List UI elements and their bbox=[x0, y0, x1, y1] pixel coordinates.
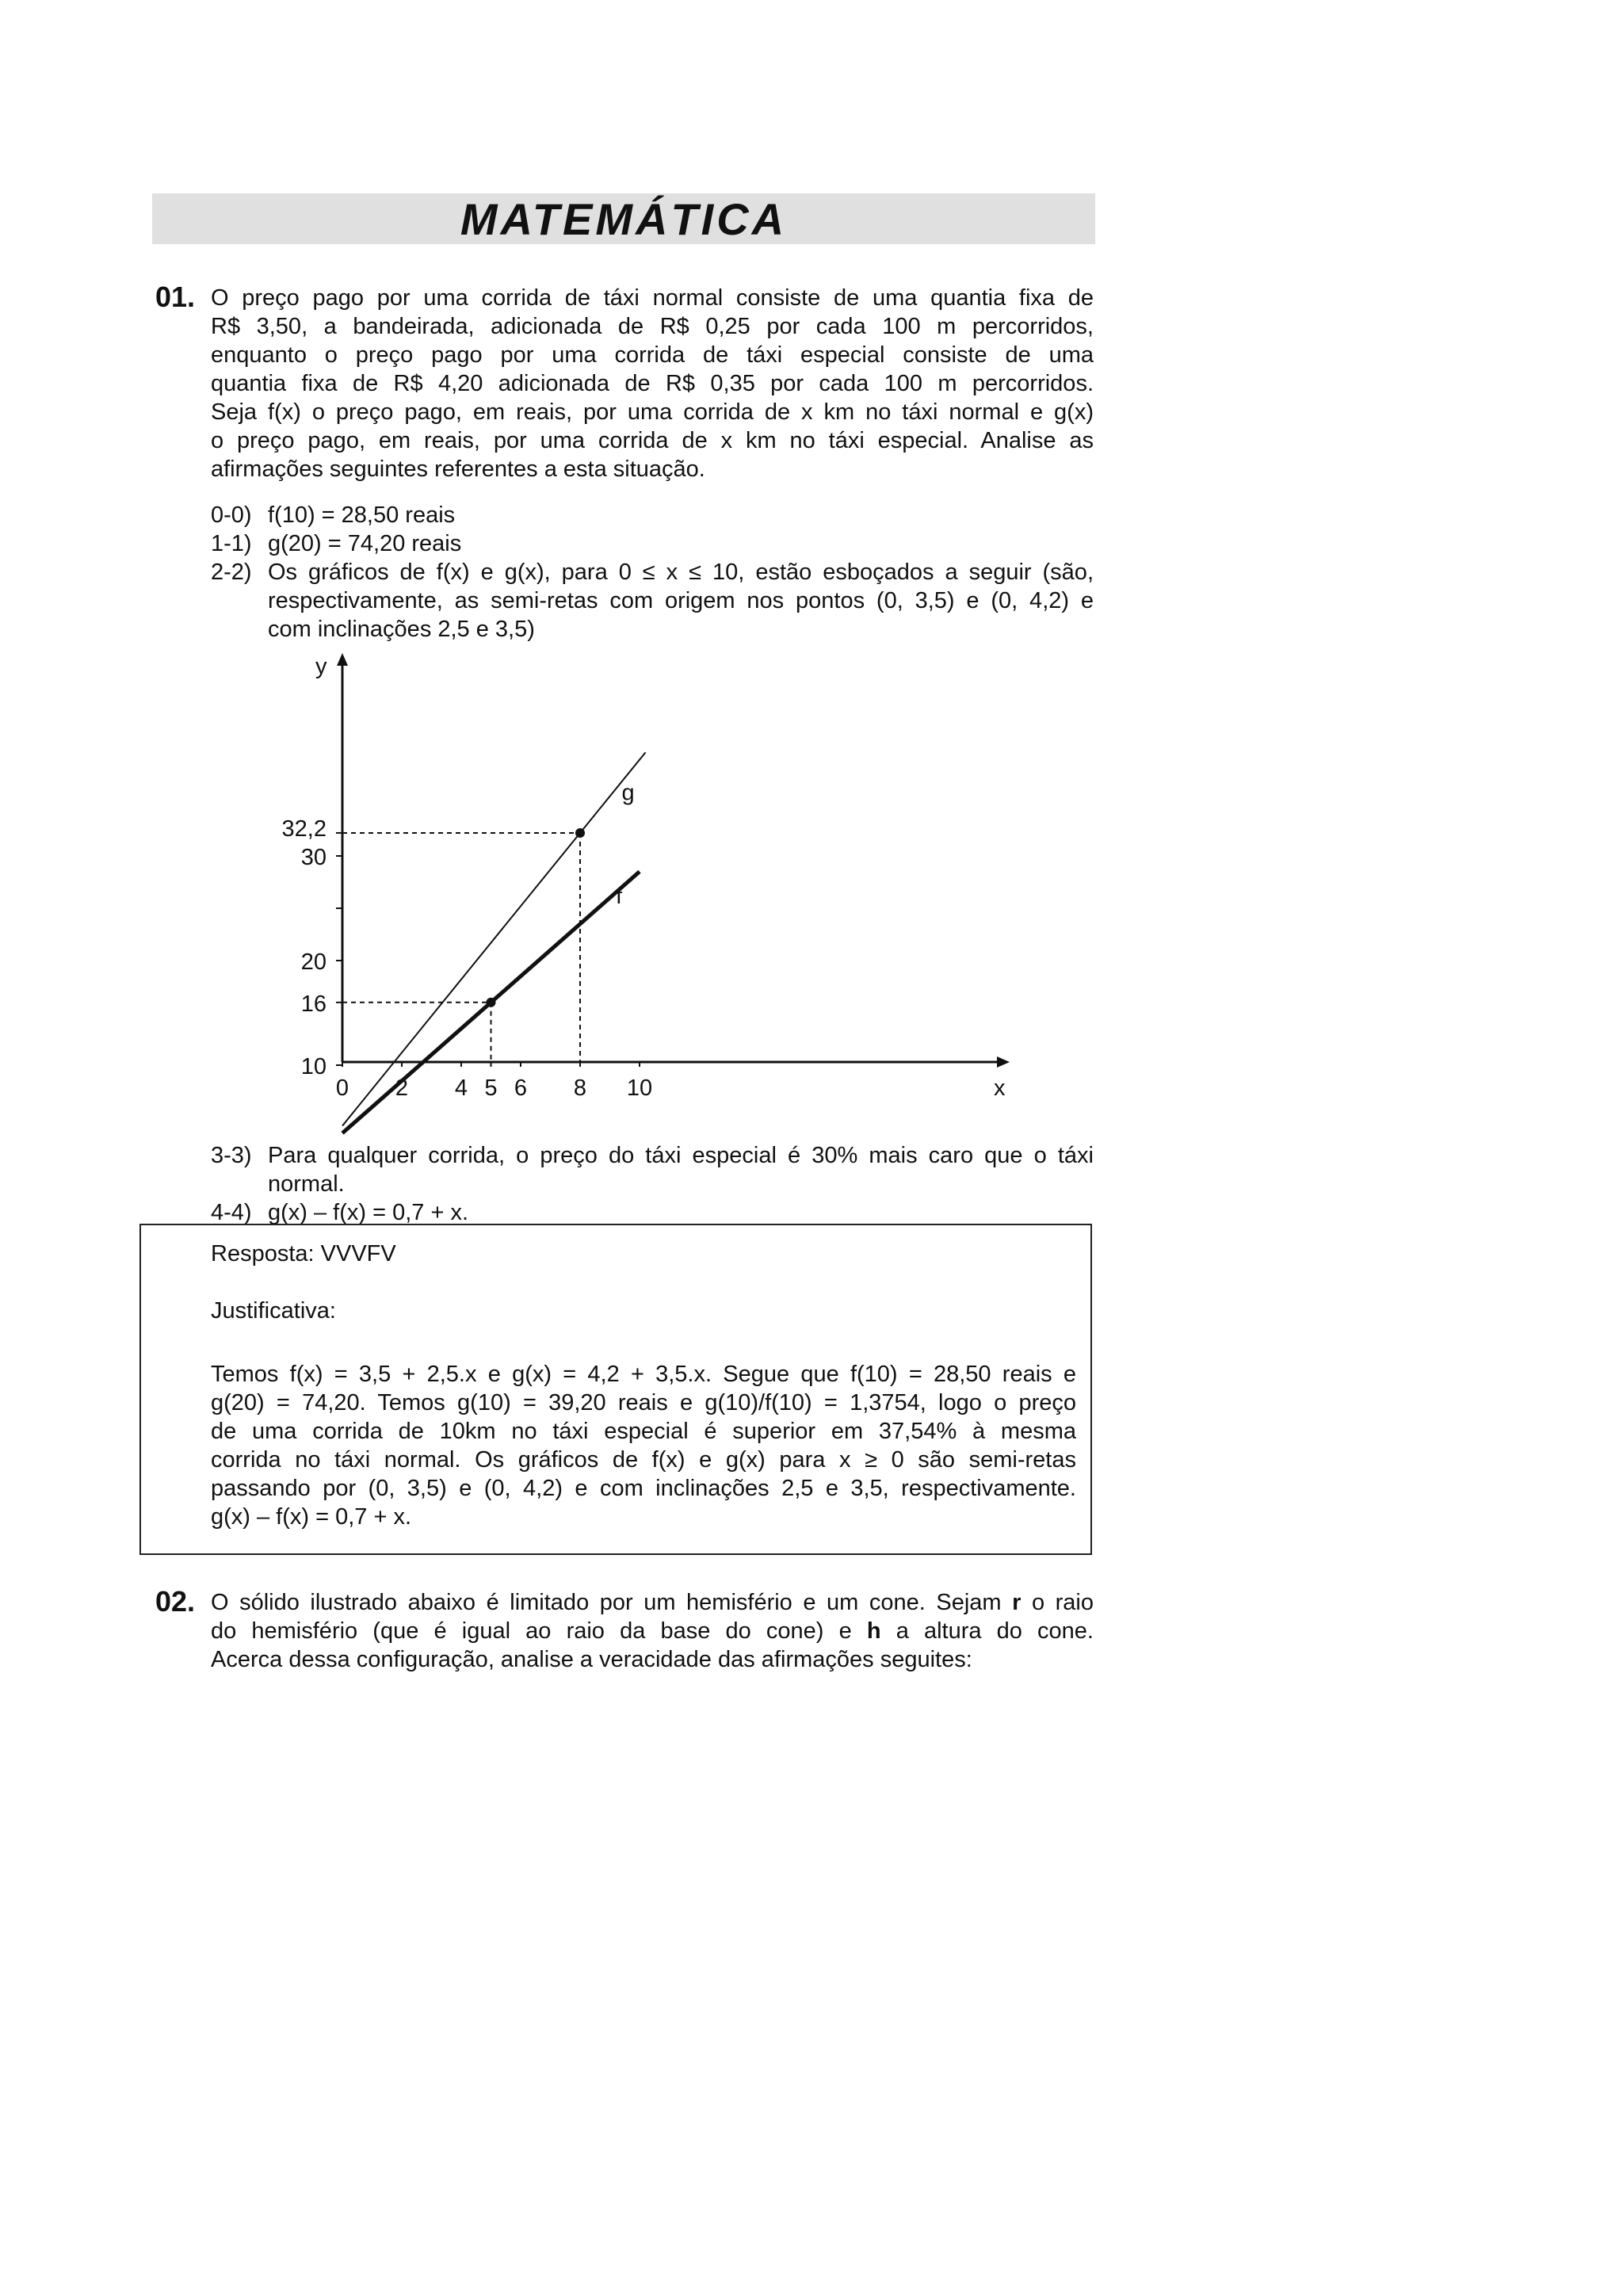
item-text: normal. bbox=[268, 1171, 345, 1197]
item-code: 2-2) bbox=[211, 560, 252, 585]
justification-line: g(20) = 74,20. Temos g(10) = 39,20 reais e g(10)/f(10) = 1,3754, logo o preço bbox=[211, 1390, 1076, 1415]
y-tick-label: 32,2 bbox=[281, 816, 327, 842]
item-code: 3-3) bbox=[211, 1143, 252, 1168]
intro-line: Seja f(x) o preço pago, em reais, por uma corrida de x km no táxi normal e g(x) bbox=[211, 399, 1094, 425]
x-tick-label: 4 bbox=[454, 1075, 468, 1101]
q2-line: Acerca dessa configuração, analise a veracidade das afirmações seguites: bbox=[211, 1647, 972, 1672]
intro-line: enquanto o preço pago por uma corrida de táxi especial consiste de uma bbox=[211, 342, 1094, 368]
intro-line: afirmações seguintes referentes a esta situação. bbox=[211, 457, 705, 482]
x-tick-label: 6 bbox=[514, 1075, 528, 1101]
intro-line: R$ 3,50, a bandeirada, adicionada de R$ 0,25 por cada 100 m percorridos, bbox=[211, 314, 1094, 339]
series-line-g bbox=[342, 752, 646, 1125]
intro-line: o preço pago, em reais, por uma corrida de x km no táxi especial. Analise as bbox=[211, 428, 1094, 453]
x-axis-arrow bbox=[997, 1056, 1010, 1068]
chart-marks bbox=[487, 828, 586, 1007]
y-tick-label: 20 bbox=[300, 949, 327, 975]
chart-axes bbox=[336, 653, 1010, 1068]
y-tick-label: 30 bbox=[300, 845, 327, 870]
y-axis-arrow bbox=[337, 653, 348, 666]
item-code: 4-4) bbox=[211, 1200, 252, 1225]
item-code: 1-1) bbox=[211, 531, 252, 556]
item-3-3 bbox=[211, 1141, 1094, 1198]
y-axis-label: y bbox=[315, 654, 327, 679]
intro-line: O preço pago por uma corrida de táxi normal consiste de uma quantia fixa de bbox=[211, 285, 1094, 311]
page-title: MATEMÁTICA bbox=[460, 193, 788, 244]
series-label-f: f bbox=[616, 883, 623, 909]
question-number-1: 01. bbox=[155, 281, 196, 313]
justification-line: Temos f(x) = 3,5 + 2,5.x e g(x) = 4,2 + 3,5.x. Segue que f(10) = 28,50 reais e bbox=[211, 1362, 1076, 1387]
series-label-g: g bbox=[621, 780, 635, 806]
intro-line: quantia fixa de R$ 4,20 adicionada de R$ 0,35 por cada 100 m percorridos. bbox=[211, 371, 1094, 396]
chart-labels bbox=[282, 654, 1006, 1101]
justification-label: Justificativa: bbox=[211, 1298, 336, 1324]
justification-line: g(x) – f(x) = 0,7 + x. bbox=[211, 1504, 412, 1530]
justification-line: passando por (0, 3,5) e (0, 4,2) e com inclinações 2,5 e 3,5, respectivamente. bbox=[211, 1476, 1076, 1501]
y-tick-label: 10 bbox=[300, 1054, 327, 1079]
q2-line: O sólido ilustrado abaixo é limitado por um hemisfério e um cone. Sejam r o raio bbox=[211, 1590, 1094, 1615]
item-4-4 bbox=[211, 1198, 1094, 1227]
answer-result: Resposta: VVVFV bbox=[211, 1241, 396, 1266]
question-number-2: 02. bbox=[155, 1585, 196, 1618]
item-text: g(20) = 74,20 reais bbox=[268, 531, 462, 556]
item-text: g(x) – f(x) = 0,7 + x. bbox=[268, 1200, 469, 1225]
x-tick-label: 0 bbox=[335, 1075, 349, 1101]
data-point bbox=[487, 998, 496, 1007]
y-tick-label: 16 bbox=[300, 991, 327, 1017]
item-text: respectivamente, as semi-retas com origem nos pontos (0, 3,5) e (0, 4,2) e bbox=[268, 588, 1094, 613]
x-tick-label: 2 bbox=[395, 1075, 409, 1101]
answer-box bbox=[139, 1224, 1092, 1555]
x-tick-label: 5 bbox=[484, 1075, 498, 1101]
x-axis-label: x bbox=[994, 1075, 1006, 1101]
justification-line: de uma corrida de 10km no táxi especial é superior em 37,54% à mesma bbox=[211, 1419, 1076, 1444]
item-text: Para qualquer corrida, o preço do táxi especial é 30% mais caro que o táxi bbox=[268, 1143, 1094, 1168]
item-code: 0-0) bbox=[211, 502, 252, 528]
justification-text bbox=[211, 1360, 1076, 1531]
q2-line: do hemisfério (que é igual ao raio da base do cone) e h a altura do cone. bbox=[211, 1618, 1094, 1644]
data-point bbox=[575, 828, 585, 838]
question-2-text bbox=[211, 1588, 1094, 1674]
justification-line: corrida no táxi normal. Os gráficos de f(x) e g(x) para x ≥ 0 são semi-retas bbox=[211, 1447, 1076, 1473]
item-text: com inclinações 2,5 e 3,5) bbox=[268, 617, 535, 642]
item-text: f(10) = 28,50 reais bbox=[268, 502, 456, 528]
x-tick-label: 8 bbox=[573, 1075, 587, 1101]
item-text: Os gráficos de f(x) e g(x), para 0 ≤ x ≤ 10, estão esboçados a seguir (são, bbox=[268, 560, 1094, 585]
x-tick-label: 10 bbox=[626, 1075, 653, 1101]
